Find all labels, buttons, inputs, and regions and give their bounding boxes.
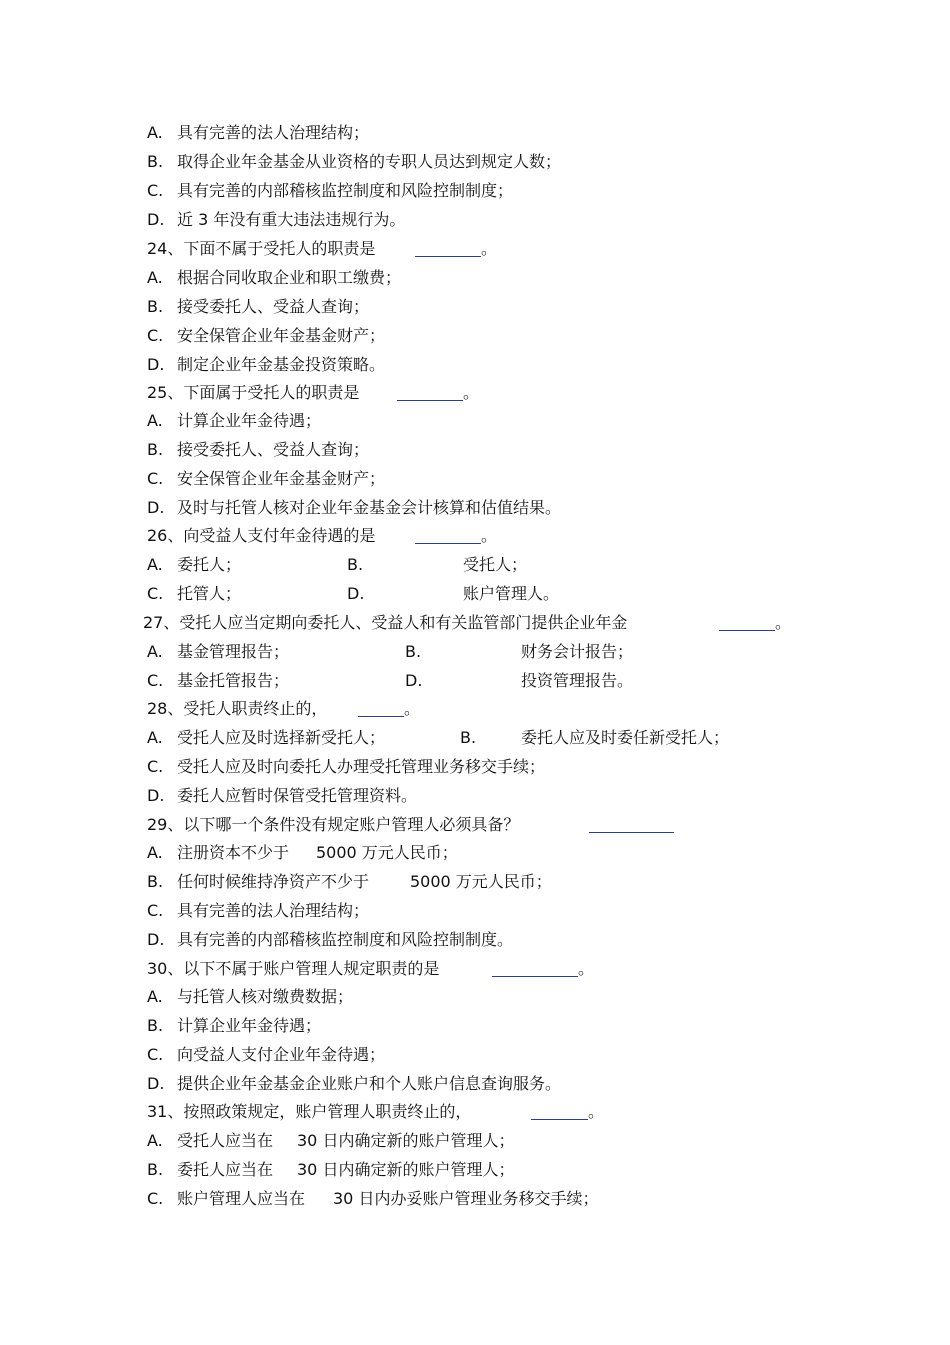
option-line	[0, 324, 386, 348]
option-text-cont: 30 日内确定新的账户管理人；	[297, 1160, 515, 1179]
option-letter: C.	[147, 1045, 164, 1064]
option-letter: B.	[147, 1160, 164, 1179]
question-text: 28、受托人职责终止的，	[147, 699, 328, 718]
option-text: 委托人；	[177, 555, 242, 574]
answer-blank	[415, 256, 481, 257]
option-text: 接受委托人、受益人查询；	[177, 440, 370, 459]
option-letter: A.	[147, 843, 163, 862]
option-text: 受托人应当在	[177, 1131, 274, 1150]
option-letter: D.	[147, 786, 165, 805]
option-letter: D.	[347, 584, 365, 603]
option-text-cont: 30 日内办妥账户管理业务移交手续；	[333, 1189, 599, 1208]
option-text: 托管人；	[177, 584, 242, 603]
option-line	[0, 208, 406, 232]
option-line	[0, 1072, 562, 1096]
question-tail: 。	[481, 526, 498, 545]
option-line	[0, 295, 370, 319]
question-text: 26、向受益人支付年金待遇的是	[147, 526, 376, 545]
option-text: 安全保管企业年金基金财产；	[177, 469, 386, 488]
option-letter: C.	[147, 671, 164, 690]
answer-blank	[415, 543, 481, 544]
question-line	[0, 611, 792, 635]
option-letter: B.	[147, 440, 164, 459]
option-text: 计算企业年金待遇；	[177, 411, 322, 430]
option-letter: A.	[147, 123, 163, 142]
option-text: 投资管理报告。	[521, 671, 634, 690]
option-line	[0, 640, 634, 664]
option-letter: D.	[147, 498, 165, 517]
option-letter: C.	[147, 326, 164, 345]
option-letter: A.	[147, 728, 163, 747]
option-text: 制定企业年金基金投资策略。	[177, 355, 386, 374]
answer-blank	[589, 832, 674, 833]
question-tail: 。	[588, 1102, 605, 1121]
question-text: 31、按照政策规定，账户管理人职责终止的，	[147, 1102, 472, 1121]
option-text-cont: 5000 万元人民币；	[316, 843, 458, 862]
option-letter: B.	[147, 152, 164, 171]
option-text: 注册资本不少于	[177, 843, 290, 862]
option-text: 财务会计报告；	[521, 642, 634, 661]
option-line	[0, 1043, 386, 1067]
option-text: 受托人应及时向委托人办理受托管理业务移交手续；	[177, 757, 546, 776]
question-line	[0, 237, 498, 261]
option-text: 具有完善的法人治理结构；	[177, 901, 370, 920]
question-tail: 。	[404, 699, 421, 718]
option-text: 账户管理人应当在	[177, 1189, 306, 1208]
option-letter: B.	[405, 642, 422, 661]
question-line	[0, 1100, 605, 1124]
option-text-cont: 30 日内确定新的账户管理人；	[297, 1131, 515, 1150]
option-line	[0, 1014, 322, 1038]
option-letter: C.	[147, 901, 164, 920]
option-line	[0, 985, 354, 1009]
option-text: 与托管人核对缴费数据；	[177, 987, 354, 1006]
option-text: 根据合同收取企业和职工缴费；	[177, 268, 402, 287]
question-line	[0, 524, 498, 548]
option-line	[0, 726, 730, 750]
option-text: 委托人应及时委任新受托人；	[521, 728, 730, 747]
option-letter: C.	[147, 181, 164, 200]
option-letter: C.	[147, 1189, 164, 1208]
option-line	[0, 928, 514, 952]
option-line	[0, 1158, 515, 1182]
option-letter: A.	[147, 642, 163, 661]
option-text: 账户管理人。	[463, 584, 560, 603]
option-text: 受托人；	[463, 555, 528, 574]
option-letter: C.	[147, 469, 164, 488]
option-line	[0, 150, 562, 174]
option-letter: B.	[147, 297, 164, 316]
question-line	[0, 381, 480, 405]
option-letter: D.	[147, 930, 165, 949]
answer-blank	[397, 400, 463, 401]
option-text: 提供企业年金基金企业账户和个人账户信息查询服务。	[177, 1074, 562, 1093]
question-tail: 。	[481, 239, 498, 258]
option-text: 委托人应当在	[177, 1160, 274, 1179]
option-letter: C.	[147, 584, 164, 603]
option-line	[0, 553, 528, 577]
option-letter: A.	[147, 1131, 163, 1150]
option-letter: C.	[147, 757, 164, 776]
option-line	[0, 1187, 599, 1211]
option-letter: B.	[147, 872, 164, 891]
option-line	[0, 496, 562, 520]
question-text: 29、以下哪一个条件没有规定账户管理人必须具备？	[147, 815, 520, 834]
option-letter: D.	[405, 671, 423, 690]
answer-blank	[492, 976, 578, 977]
option-text: 接受委托人、受益人查询；	[177, 297, 370, 316]
option-line	[0, 467, 386, 491]
option-line	[0, 266, 402, 290]
option-line	[0, 179, 514, 203]
option-letter: D.	[147, 210, 165, 229]
option-line	[0, 899, 370, 923]
question-text: 24、下面不属于受托人的职责是	[147, 239, 376, 258]
option-text: 向受益人支付企业年金待遇；	[177, 1045, 386, 1064]
option-text: 安全保管企业年金基金财产；	[177, 326, 386, 345]
option-letter: D.	[147, 355, 165, 374]
answer-blank	[719, 630, 775, 631]
option-letter: B.	[347, 555, 364, 574]
option-letter: B.	[460, 728, 477, 747]
option-letter: A.	[147, 268, 163, 287]
option-line	[0, 409, 322, 433]
option-line	[0, 121, 370, 145]
option-line	[0, 669, 634, 693]
option-letter: B.	[147, 1016, 164, 1035]
option-text-cont: 5000 万元人民币；	[410, 872, 552, 891]
question-text: 25、下面属于受托人的职责是	[147, 383, 360, 402]
option-line	[0, 784, 418, 808]
option-letter: A.	[147, 555, 163, 574]
question-line	[0, 813, 520, 837]
option-text: 具有完善的法人治理结构；	[177, 123, 370, 142]
option-text: 近 3 年没有重大违法违规行为。	[177, 210, 406, 229]
option-line	[0, 1129, 515, 1153]
option-text: 取得企业年金基金从业资格的专职人员达到规定人数；	[177, 152, 562, 171]
option-line	[0, 755, 546, 779]
answer-blank	[531, 1119, 588, 1120]
option-text: 具有完善的内部稽核监控制度和风险控制制度；	[177, 181, 514, 200]
option-letter: D.	[147, 1074, 165, 1093]
option-text: 基金托管报告；	[177, 671, 290, 690]
option-line	[0, 438, 370, 462]
option-text: 任何时候维持净资产不少于	[177, 872, 370, 891]
option-line	[0, 841, 458, 865]
option-line	[0, 582, 560, 606]
question-text: 27、受托人应当定期向委托人、受益人和有关监管部门提供企业年金	[143, 613, 628, 632]
question-tail: 。	[463, 383, 480, 402]
question-tail: 。	[578, 959, 595, 978]
option-text: 计算企业年金待遇；	[177, 1016, 322, 1035]
answer-blank	[358, 716, 404, 717]
option-text: 受托人应及时选择新受托人；	[177, 728, 386, 747]
option-letter: A.	[147, 411, 163, 430]
question-text: 30、以下不属于账户管理人规定职责的是	[147, 959, 440, 978]
option-text: 具有完善的内部稽核监控制度和风险控制制度。	[177, 930, 514, 949]
question-tail: 。	[775, 613, 792, 632]
option-text: 及时与托管人核对企业年金基金会计核算和估值结果。	[177, 498, 562, 517]
option-text: 基金管理报告；	[177, 642, 290, 661]
option-text: 委托人应暂时保管受托管理资料。	[177, 786, 418, 805]
question-line	[0, 957, 595, 981]
option-line	[0, 353, 386, 377]
option-line	[0, 870, 552, 894]
question-line	[0, 697, 421, 721]
option-letter: A.	[147, 987, 163, 1006]
